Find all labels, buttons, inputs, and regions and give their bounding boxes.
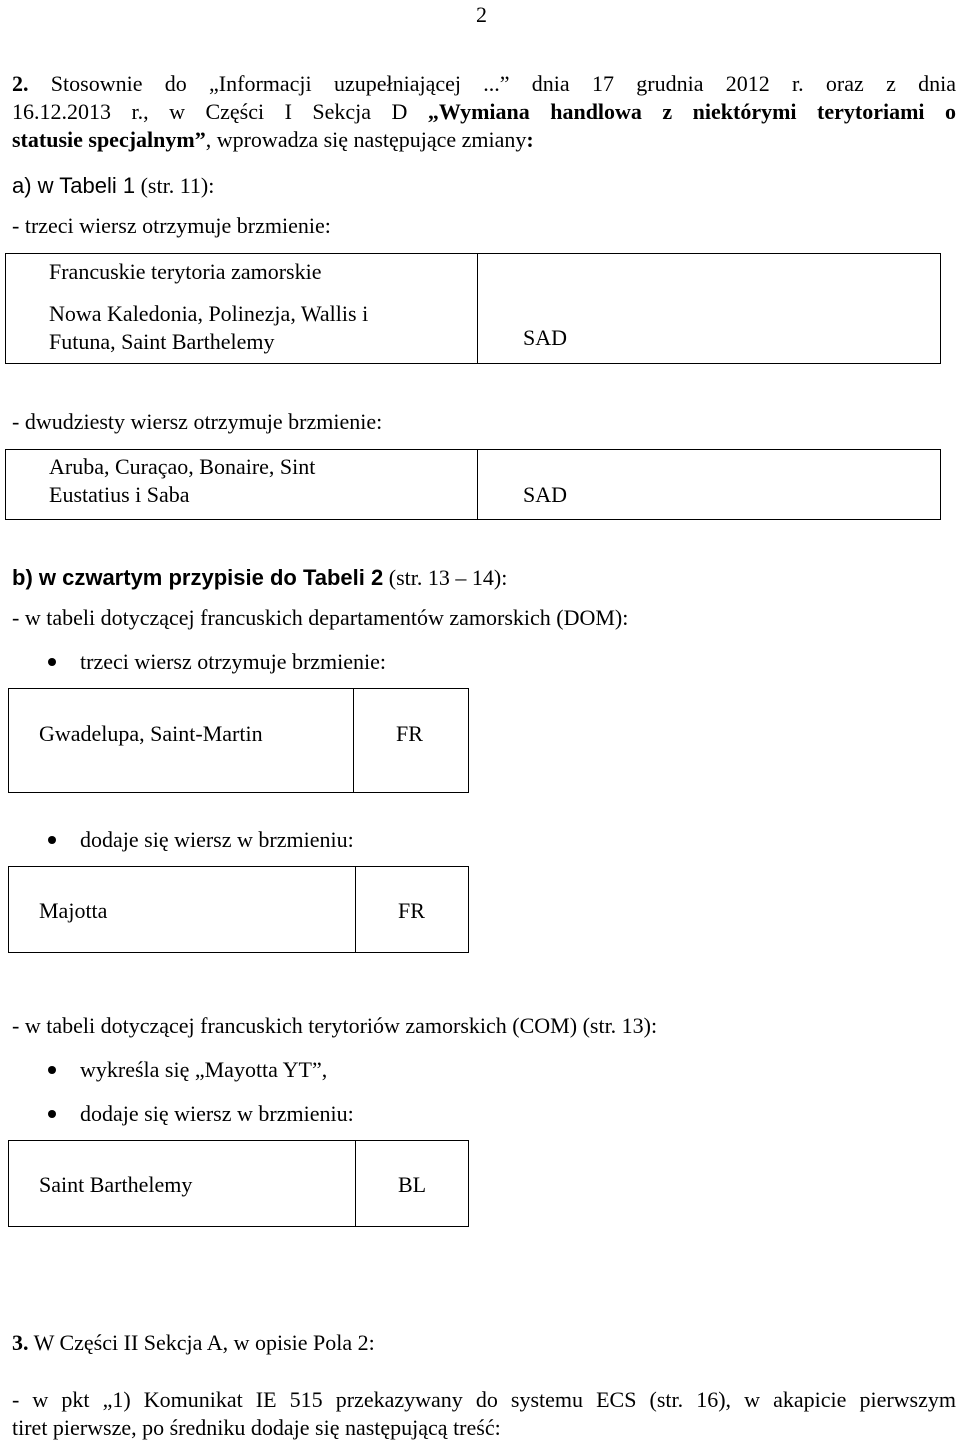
table-3-code: FR: [396, 721, 423, 746]
table-5: [8, 1140, 469, 1227]
table-3: [8, 688, 469, 793]
table-2-right-cell: [478, 450, 941, 520]
bullet-icon: [48, 658, 56, 666]
table-4-right-cell: [356, 867, 469, 953]
dom-intro: - w tabeli dotyczącej francuskich departamentów zamorskich (DOM):: [12, 605, 629, 630]
table-4-name: Majotta: [39, 898, 108, 923]
bullet-item-2: dodaje się wiersz w brzmieniu:: [48, 826, 354, 854]
bullet-item-4: dodaje się wiersz w brzmieniu:: [48, 1100, 354, 1128]
com-intro: - w tabeli dotyczącej francuskich terytoriów zamorskich (COM) (str. 13):: [12, 1013, 658, 1038]
section-2-number: 2.: [12, 71, 29, 96]
table-1-value: SAD: [523, 325, 568, 350]
section-2-line-1: 2. Stosownie do „Informacji uzupełniającej ...” dnia 17 grudnia 2012 r. oraz z dnia: [12, 71, 957, 96]
section-3-number: 3.: [12, 1330, 29, 1355]
bullet-item-3: wykreśla się „Mayotta YT”,: [48, 1056, 327, 1084]
part-a-heading: a) w Tabeli 1 (str. 11):: [12, 173, 215, 198]
table-1-line-2: Nowa Kaledonia, Polinezja, Wallis i: [49, 301, 369, 326]
table-5-code: BL: [398, 1172, 427, 1197]
bullet-icon: [48, 1110, 56, 1118]
table-1-left-cell: [6, 254, 478, 364]
bullet-icon: [48, 1066, 56, 1074]
table-4: [8, 866, 469, 953]
table-4-code: FR: [398, 898, 425, 923]
table-5-left-cell: [9, 1141, 356, 1227]
section-3-heading: 3. W Części II Sekcja A, w opisie Pola 2:: [12, 1330, 375, 1355]
part-b-heading: b) w czwartym przypisie do Tabeli 2 (str. 13 – 14):: [12, 565, 508, 590]
section-3-line-2: tiret pierwsze, po średniku dodaje się następującą treść:: [12, 1415, 501, 1440]
bullet-item-1: trzeci wiersz otrzymuje brzmienie:: [48, 648, 386, 676]
table-2-line-2: Eustatius i Saba: [49, 482, 190, 507]
table-5-right-cell: [356, 1141, 469, 1227]
section-3-line-1: - w pkt „1) Komunikat IE 515 przekazywany do systemu ECS (str. 16), w akapicie pierwszym: [12, 1387, 956, 1412]
table-2: [5, 449, 941, 520]
table-5-name: Saint Barthelemy: [39, 1172, 193, 1197]
section-2-line-2: 16.12.2013 r., w Części I Sekcja D „Wymiana handlowa z niektórymi terytoriami o: [12, 99, 957, 124]
table-2-left-cell: [6, 450, 478, 520]
table-2-value: SAD: [523, 482, 568, 507]
page-number: 2: [476, 2, 487, 27]
table-1-line-1: Francuskie terytoria zamorskie: [49, 259, 322, 284]
section-2-line-3: statusie specjalnym”, wprowadza się następujące zmiany:: [12, 127, 534, 152]
row-3-intro: - trzeci wiersz otrzymuje brzmienie:: [12, 213, 331, 238]
table-1-right-cell: [478, 254, 941, 364]
table-3-name: Gwadelupa, Saint-Martin: [39, 721, 263, 746]
section-3-paragraph: [12, 1386, 956, 1442]
table-1-line-3: Futuna, Saint Barthelemy: [49, 329, 275, 354]
table-2-line-1: Aruba, Curaçao, Bonaire, Sint: [49, 454, 316, 479]
section-2-paragraph: [12, 70, 956, 154]
table-1: [5, 253, 941, 364]
row-20-intro: - dwudziesty wiersz otrzymuje brzmienie:: [12, 409, 383, 434]
table-4-left-cell: [9, 867, 356, 953]
table-3-left-cell: [9, 689, 354, 793]
table-3-right-cell: [354, 689, 469, 793]
bullet-icon: [48, 836, 56, 844]
